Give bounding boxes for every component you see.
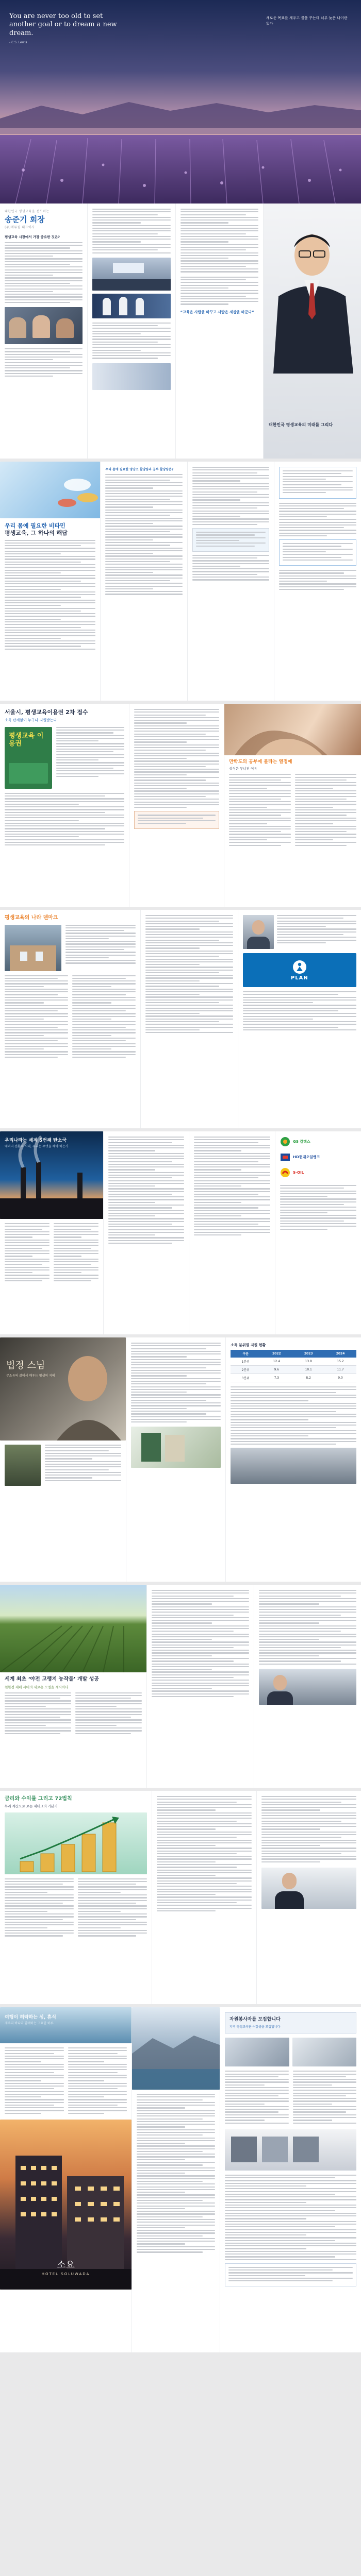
interview-left-column [0, 204, 88, 459]
hotel-body-text-6 [225, 2175, 356, 2260]
person-portrait-photo [231, 1448, 356, 1484]
table-cell: 2분위 [241, 1368, 250, 1372]
farm-field-photo [0, 1585, 146, 1672]
hotel-middle-column [132, 2007, 220, 2352]
hotel-contact-box [225, 2263, 356, 2287]
education-body-text-4 [192, 555, 270, 581]
temple-photo [5, 1445, 41, 1486]
table-cell: 10.1 [305, 1368, 312, 1371]
farm-spread [0, 1582, 361, 1788]
education-body-text-3 [192, 467, 270, 525]
monk-body-text [45, 1445, 121, 1486]
danish-school-photo [5, 925, 61, 971]
coastal-town-photo [132, 2007, 220, 2090]
table-cell: 13.8 [305, 1360, 312, 1363]
ocean-photo [0, 2007, 132, 2043]
hd-logo-icon [280, 1152, 290, 1162]
table-cell: 8.2 [306, 1376, 311, 1380]
monk-middle-column [126, 1337, 226, 1582]
interview-body-text-6 [180, 277, 258, 305]
table-header-cell: 2022 [272, 1352, 281, 1355]
monk-book-photo [131, 1427, 221, 1468]
hotel-sub: 제주의 바다와 함께하는 고요한 하루 [5, 2022, 54, 2025]
education-sidebar-box [279, 467, 356, 499]
farm-body-text-4 [259, 1590, 356, 1665]
energy-body-text-2 [54, 1223, 99, 1283]
crop-rows-graphic [0, 1585, 135, 1672]
award-photo [92, 294, 170, 318]
volunteer-photo-2 [292, 2038, 357, 2066]
cover-spread [0, 0, 361, 204]
global-body-text-3 [72, 975, 136, 1060]
interview-right-column [176, 204, 264, 459]
farm-body-text [5, 1692, 71, 1736]
seoul-body-text-2 [5, 793, 124, 846]
monk-sub: 무소유의 삶에서 배우는 평생의 지혜 [6, 1374, 55, 1378]
seoul-notice-box [134, 811, 220, 829]
education-headline-a: 우리 몸에 필요한 비타민 [5, 522, 65, 529]
finance-left-column [0, 1791, 152, 2004]
education-info-box [192, 528, 270, 552]
cover-korean-quote: 새로운 목표를 세우고 꿈을 꾸는데 너무 늦은 나이란 없다 [266, 16, 348, 26]
education-sidebar-box-2 [279, 539, 356, 566]
energy-sub: 에너지 전환의 시대, 우리는 무엇을 해야 하는가 [5, 1145, 69, 1148]
interview-side-headline: 대한민국 평생교육의 미래를 그리다 [268, 422, 333, 427]
soil-logo [280, 1167, 356, 1178]
global-body-text [65, 925, 136, 971]
seoul-body-text [56, 727, 124, 789]
hotel-spread [0, 2004, 361, 2352]
table-header-cell: 2024 [336, 1352, 345, 1355]
volunteer-banner [225, 2012, 356, 2033]
advisor-portrait-photo [261, 1868, 356, 1909]
education-middle-column [101, 462, 188, 701]
energy-body-text [5, 1223, 50, 1283]
cover-quote [9, 12, 128, 44]
monk-table [231, 1350, 356, 1382]
global-body-text-4 [145, 915, 233, 1033]
energy-spread [0, 1128, 361, 1334]
finance-sub: 복리 계산으로 보는 재테크의 기본기 [5, 1804, 58, 1808]
interview-body-text-2 [5, 348, 83, 377]
education-body-text-5 [279, 503, 356, 537]
education-far-right-column [274, 462, 361, 701]
education-sub: 우리 몸에 필요한 영양소 할당량과 공부 할당량은? [105, 468, 174, 471]
monk-left-column [0, 1337, 126, 1582]
energy-body-text-5 [280, 1185, 356, 1231]
hands-graphic [224, 704, 353, 755]
plan-logo [243, 953, 356, 987]
interview-body-text-4 [92, 323, 170, 359]
hotel-headline: 여행이 허락하는 섬, 휴식 [5, 2015, 56, 2020]
interview-body-text-5 [180, 209, 258, 273]
conference-photo [92, 258, 170, 291]
finance-body-text-4 [261, 1796, 356, 1862]
plan-logo-text: PLAN [290, 975, 308, 981]
energy-body-text-3 [108, 1137, 185, 1244]
farm-body-text-2 [75, 1692, 142, 1736]
seoul-headline: 서울시, 평생교육이용권 2차 접수 [5, 709, 88, 716]
table-cell: 12.4 [273, 1360, 281, 1363]
education-body-text-6 [279, 570, 356, 590]
monk-headline: 법정 스님 [6, 1360, 45, 1371]
interview-highlight: “교육은 사람을 바꾸고 사람은 세상을 바꾼다” [180, 310, 254, 314]
global-body-text-6 [243, 991, 356, 1030]
seoul-body-text-3 [134, 709, 220, 808]
seoul-side-text-2 [295, 774, 356, 848]
finance-spread [0, 1788, 361, 2004]
interview-question: 평생교육 시장에서 가장 중요한 것은? [5, 234, 60, 239]
table-header-cell: 구분 [242, 1352, 249, 1356]
energy-right-column [189, 1131, 275, 1334]
coin-stacks-photo [5, 1812, 147, 1874]
vitamin-header-photo [0, 462, 100, 518]
farm-left-column [0, 1585, 147, 1788]
table-cell: 15.2 [337, 1360, 344, 1363]
soil-logo-icon [280, 1167, 290, 1178]
gs-caltex-logo [280, 1137, 356, 1147]
hotel-body-text [5, 2047, 64, 2115]
interview-kicker: 대한민국 평생교육을 선도하는 [5, 210, 50, 213]
finance-middle-column [152, 1791, 257, 2004]
interview-name: 송준기 회장 [5, 215, 45, 224]
finance-body-text-2 [78, 1878, 147, 1938]
gallery-photo [225, 2129, 356, 2171]
table-row [231, 1366, 356, 1374]
seoul-sub: 소득 관계없이 누구나 지원받는다 [5, 718, 57, 722]
vitamin-pills-icon [0, 462, 100, 518]
monk-table-title: 소득 분위별 지원 현황 [231, 1343, 266, 1347]
energy-middle-column [104, 1131, 190, 1334]
hotel-right-column [220, 2007, 361, 2352]
table-cell: 11.7 [337, 1368, 344, 1371]
portrait-man-photo [243, 915, 274, 949]
power-plant-photo [0, 1131, 103, 1219]
table-row [231, 1358, 356, 1366]
hotel-left-column [0, 2007, 132, 2352]
interview-body-text [5, 242, 83, 303]
cover-quote-text: You are never too old to set another goal or to dream a new dream. [9, 12, 117, 37]
global-spread [0, 907, 361, 1128]
monk-portrait-photo [0, 1337, 126, 1440]
energy-body-text-4 [194, 1137, 270, 1235]
cover-quote-author: - C.S. Lewis [9, 40, 27, 44]
finance-headline: 금리와 수익률 그리고 72법칙 [5, 1796, 72, 1802]
monk-body-text-2 [131, 1343, 221, 1422]
monk-spread [0, 1334, 361, 1582]
global-middle-column [141, 910, 238, 1128]
hd-oilbank-logo [280, 1152, 356, 1162]
interview-body-text-3 [92, 209, 170, 253]
hotel-body-text-5 [293, 2071, 357, 2125]
hotel-name-en: HOTEL SOLUWADA [41, 2272, 90, 2277]
voucher-book-cover [5, 727, 52, 789]
seoul-middle-column [129, 704, 225, 907]
global-body-text-5 [277, 915, 356, 949]
soil-label: S-OIL [293, 1171, 304, 1175]
interview-middle-column [88, 204, 175, 459]
table-cell: 7.3 [274, 1376, 280, 1380]
monk-graphic [0, 1337, 126, 1440]
energy-left-column [0, 1131, 104, 1334]
monk-body-text-3 [231, 1386, 356, 1445]
finance-right-column [257, 1791, 361, 2004]
global-headline: 평생교육의 나라 덴마크 [5, 915, 58, 921]
education-left-column [0, 462, 101, 701]
education-headline-b: 평생교육, 그 하나의 해답 [5, 529, 68, 536]
farm-right-column [254, 1585, 361, 1788]
table-cell: 9.0 [338, 1376, 343, 1380]
hotel-logo [0, 2258, 132, 2276]
monk-right-column [226, 1337, 361, 1582]
gs-logo-icon [280, 1137, 290, 1147]
farm-body-text-3 [152, 1590, 249, 1697]
coin-growth-graphic [5, 1812, 131, 1874]
voucher-book-title: 평생교육 이용권 [9, 732, 44, 748]
seoul-left-column [0, 704, 129, 907]
farm-sub: 친환경 재배 시대의 새로운 모델을 제시하다 [5, 1685, 69, 1689]
finance-body-text-3 [157, 1796, 252, 1911]
table-header-cell: 2023 [304, 1352, 313, 1355]
farm-middle-column [147, 1585, 254, 1788]
hotel-body-text-3 [137, 2094, 215, 2253]
hotel-body-text-4 [225, 2071, 289, 2125]
hotel-body-text-2 [68, 2047, 127, 2115]
interview-portrait-column [264, 204, 361, 459]
researcher-photo [259, 1669, 356, 1705]
students-photo [92, 363, 170, 390]
hands-photo [224, 704, 361, 755]
hd-oilbank-label: HD현대오일뱅크 [293, 1155, 320, 1159]
farm-headline: 세계 최초 ‘야전 고랭지 농작물’ 개발 성공 [5, 1676, 100, 1682]
table-cell: 1분위 [241, 1360, 250, 1364]
energy-headline: 우리나라는 세계 5번째 탄소국 [5, 1138, 67, 1143]
plan-person-icon [292, 960, 307, 974]
education-headline [5, 522, 95, 537]
education-right-column [188, 462, 275, 701]
hotel-right-sub: 지역 평생교육관 수강생을 모집합니다 [229, 2025, 281, 2029]
seoul-side-sub: 상식은 무너진 이유 [229, 767, 257, 771]
hotel-building-photo [0, 2120, 132, 2290]
table-cell: 3분위 [241, 1377, 250, 1380]
coastal-graphic [132, 2007, 220, 2090]
volunteer-photo-1 [225, 2038, 289, 2066]
education-body-text [5, 540, 95, 650]
ceo-portrait [264, 219, 361, 374]
gs-caltex-label: GS 칼텍스 [293, 1140, 310, 1144]
education-spread [0, 459, 361, 701]
classroom-photo [5, 307, 83, 344]
interview-spread [0, 204, 361, 459]
table-cell: 9.6 [274, 1368, 280, 1371]
global-body-text-2 [5, 975, 68, 1060]
global-left-column [0, 910, 141, 1128]
seoul-right-column [224, 704, 361, 907]
education-body-text-2 [105, 474, 183, 595]
finance-body-text [5, 1878, 74, 1938]
hotel-right-head: 자원봉사자를 모집합니다 [229, 2017, 281, 2022]
seoul-side-head: 만학도의 공부에 불타는 열정에 [229, 759, 292, 765]
global-right-column [238, 910, 361, 1128]
hotel-name: 소요 [57, 2260, 75, 2271]
seoul-spread [0, 701, 361, 907]
interview-name-sub: (주)에듀윌 대표이사 [5, 225, 35, 229]
table-row [231, 1374, 356, 1382]
energy-brand-column [275, 1131, 361, 1334]
seoul-side-text [229, 774, 290, 848]
